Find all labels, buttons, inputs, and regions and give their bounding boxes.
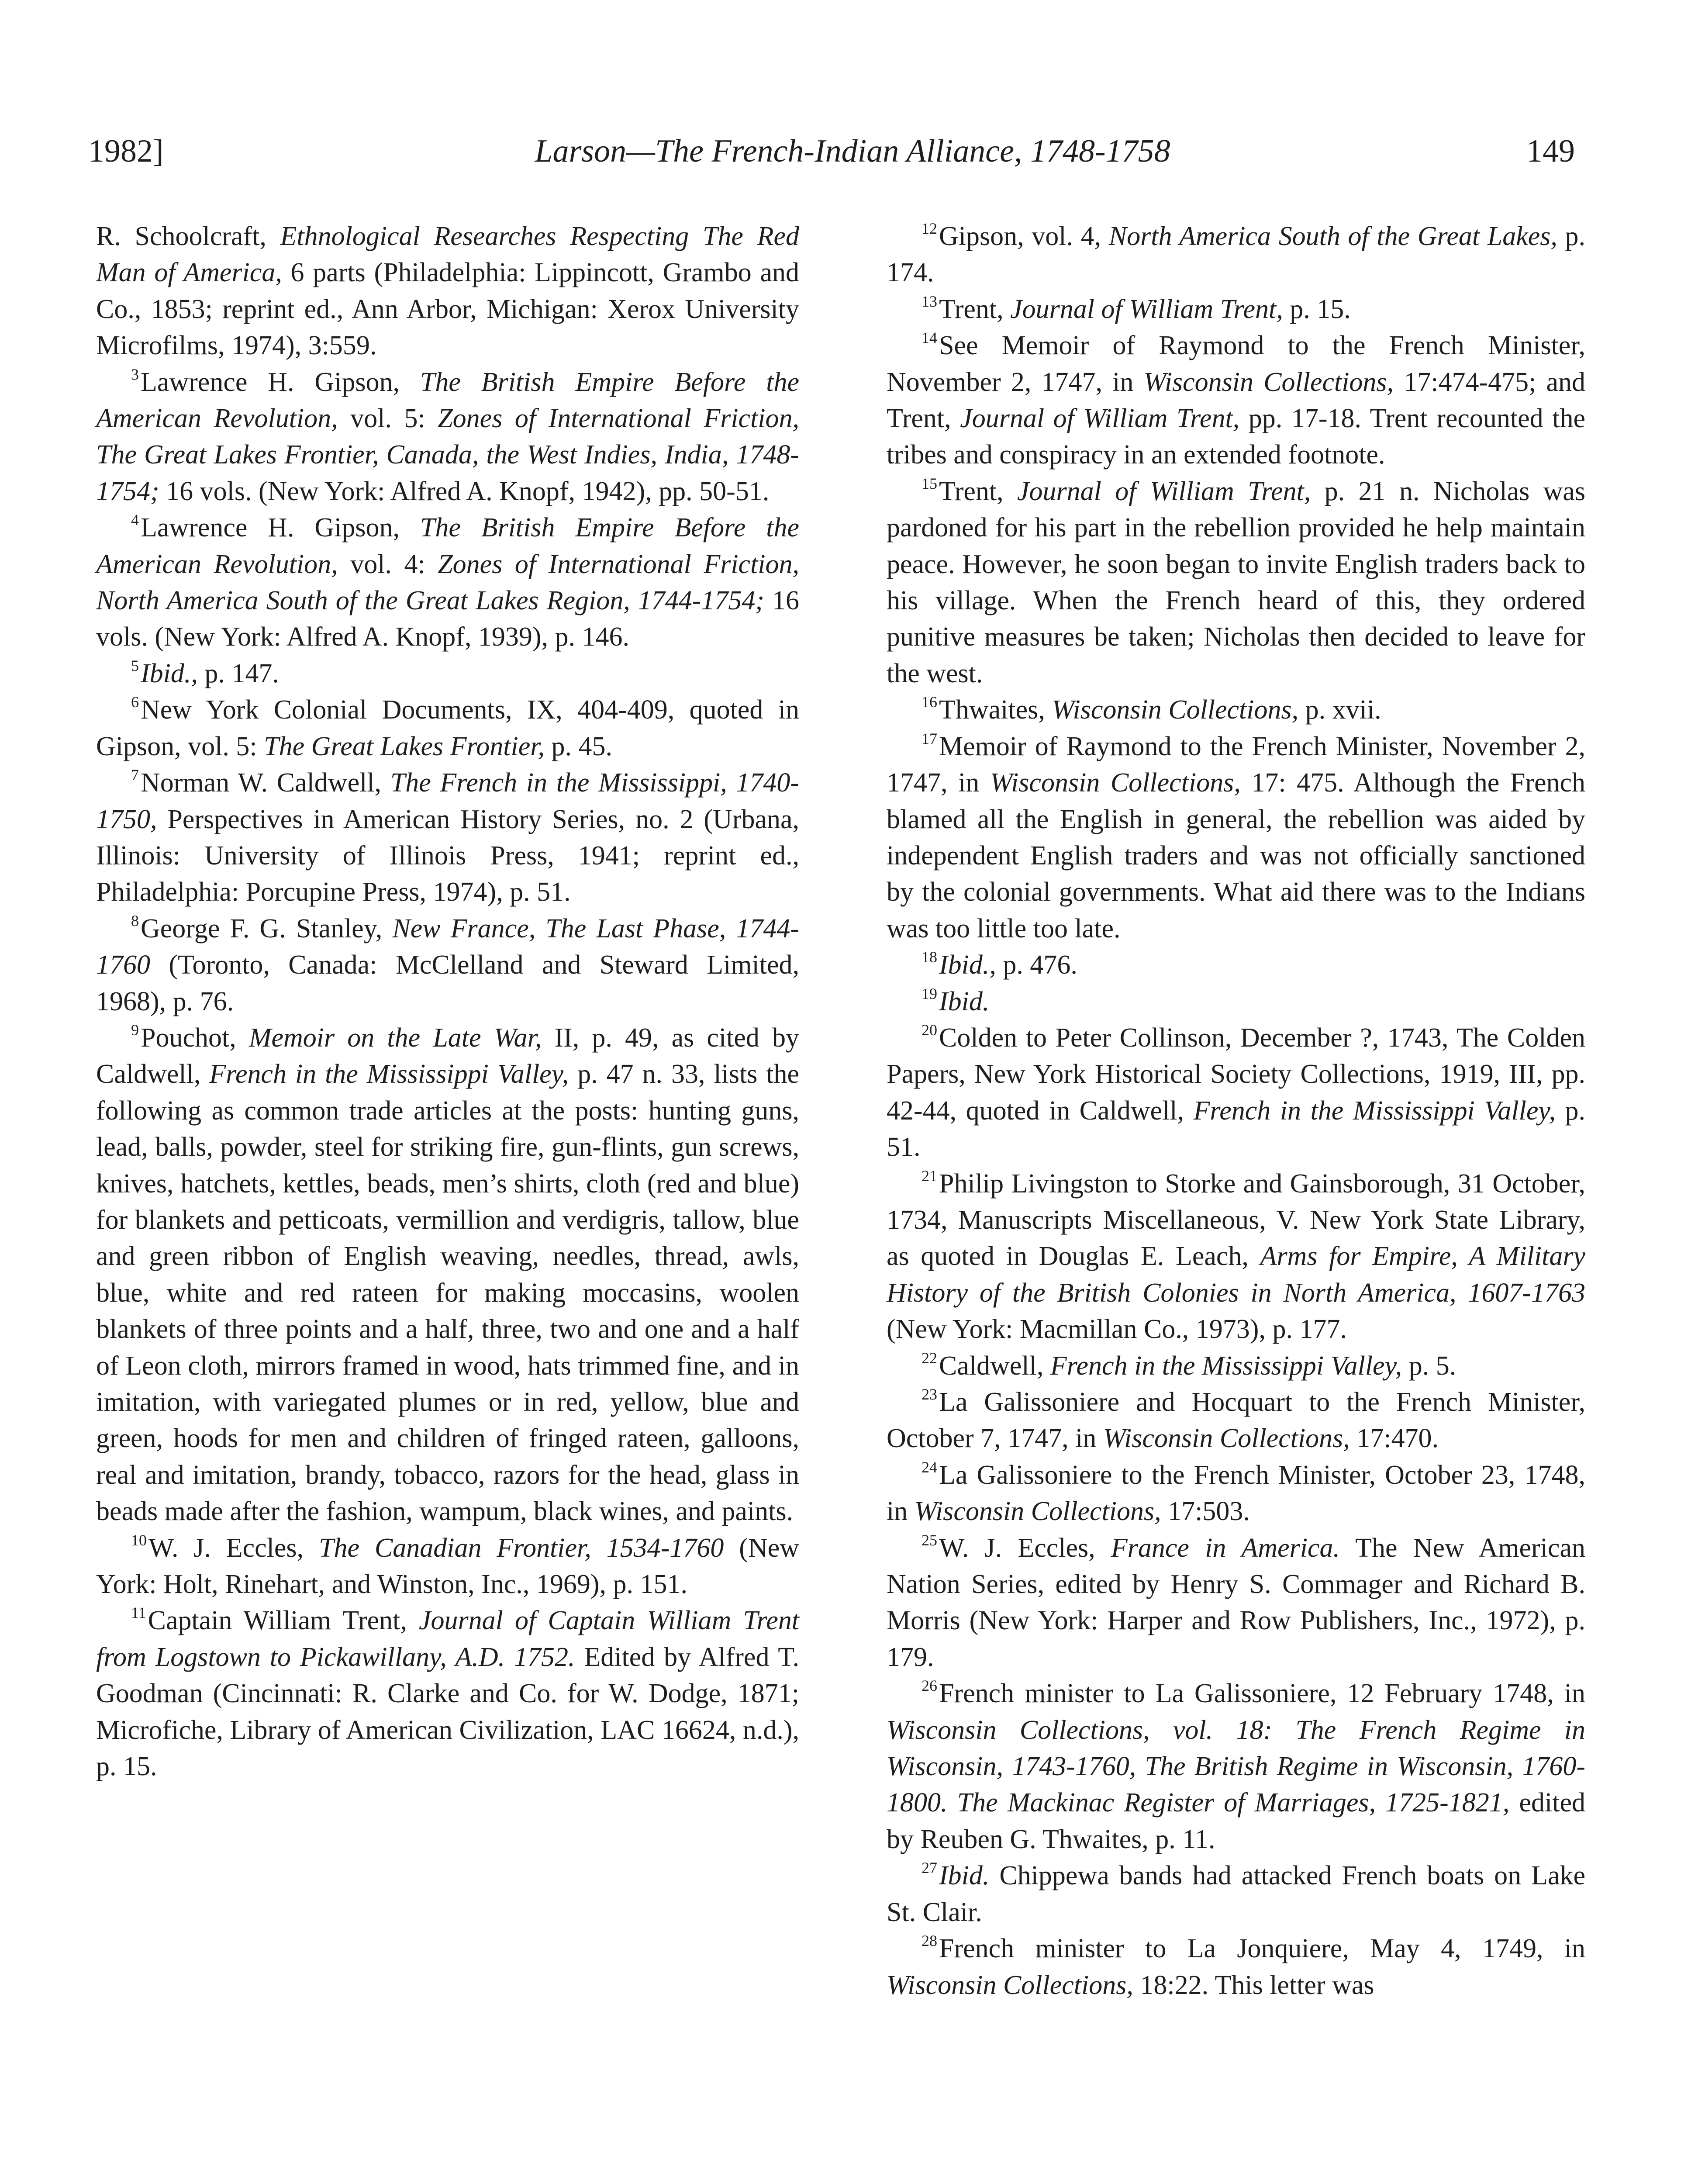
footnote-number: 9 [131,1021,139,1039]
footnote-22: $^{22}$Caldwell, French in the Mississippi Valley, p. 5. [922,1349,1456,1381]
footnote-number: 7 [131,766,139,784]
footnote-number: 25 [922,1531,937,1549]
footnote-26: $^{26}$French minister to La Galissoniere, 12 February 1748, in Wisconsin Collections, vol. 18: The French Regime in Wisconsin, 1743-1760, The British Regime in Wisconsin, 1760-1800. The Mackinac Register of Marriages, 1725-1821, edited by Reuben G. Thwaites, p. 11. [887,1677,1585,1854]
footnotes-left-column [96,218,799,1785]
footnote-11: $^{11}$Captain William Trent, Journal of Captain William Trent from Logstown to Pickawillany, A.D. 1752. Edited by Alfred T. Goodman (Cincinnati: R. Clarke and Co. for W. Dodge, 1871; Microfiche, Library of American Civilization, LAC 16624, n.d.), p. 15. [96,1604,800,1782]
footnote-12: $^{12}$Gipson, vol. 4, North America South of the Great Lakes, p. 174. [887,220,1586,288]
footnote-21: $^{21}$Philip Livingston to Storke and Gainsborough, 31 October, 1734, Manuscripts Miscellaneous, V. New York State Library, as quoted in Douglas E. Leach, Arms for Empire, A Military History of the British Colonies in North America, 1607-1763 (New York: Macmillan Co., 1973), p. 177. [887,1167,1585,1344]
footnote-number: 18 [922,948,937,966]
footnote-4: $^4$Lawrence H. Gipson, The British Empire Before the American Revolution, vol. 4: Zones of International Friction, North America South of the Great Lakes Region, 1744-1754; 16 vols. (New York: Alfred A. Knopf, 1939), p. 146. [96,511,800,652]
footnote-number: 17 [922,729,937,747]
footnote-number: 3 [131,365,139,383]
footnote-number: 4 [131,511,139,529]
footnote-20: $^{20}$Colden to Peter Collinson, December ?, 1743, The Colden Papers, New York Historical Society Collections, 1919, III, pp. 42-44, quoted in Caldwell, French in the Mississippi Valley, p. 51. [887,1021,1586,1162]
footnote-number: 19 [922,985,937,1002]
footnote-13: $^{13}$Trent, Journal of William Trent, p. 15. [922,292,1351,324]
footnote-number: 22 [922,1349,937,1367]
footnote-number: 28 [922,1932,937,1950]
footnote-number: 8 [131,912,139,930]
footnote-6: $^6$New York Colonial Documents, IX, 404-409, quoted in Gipson, vol. 5: The Great Lakes Frontier, p. 45. [96,693,799,761]
footnote-number: 27 [922,1859,937,1877]
footnote-25: $^{25}$W. J. Eccles, France in America. The New American Nation Series, edited by Henry S. Commager and Richard B. Morris (New York: Harper and Row Publishers, Inc., 1972), p. 179. [887,1531,1585,1672]
footnote-number: 6 [131,693,139,711]
footnote-number: 16 [922,693,937,711]
footnote-7: $^7$Norman W. Caldwell, The French in the Mississippi, 1740-1750, Perspectives in American History Series, no. 2 (Urbana, Illinois: University of Illinois Press, 1941; reprint ed., Philadelphia: Porcupine Press, 1974), p. 51. [96,766,800,907]
footnote-15: $^{15}$Trent, Journal of William Trent, p. 21 n. Nicholas was pardoned for his part in the rebellion provided he help maintain peace. However, he soon began to invite English traders back to his village. When the French heard of this, they ordered punitive measures be taken; Nicholas then decided to leave for the west. [887,474,1586,688]
header-year: 1982] [88,133,164,169]
footnote-number: 23 [922,1386,937,1403]
footnote-number: 15 [922,474,937,492]
footnote-10: $^{10}$W. J. Eccles, The Canadian Frontier, 1534-1760 (New York: Holt, Rinehart, and Winston, Inc., 1969), p. 151. [96,1531,800,1600]
footnote-number: 21 [922,1167,937,1185]
footnote-28: $^{28}$French minister to La Jonquiere, May 4, 1749, in Wisconsin Collections, 18:22. This letter was [887,1932,1585,2000]
footnote-24: $^{24}$La Galissoniere to the French Minister, October 23, 1748, in Wisconsin Collections, 17:503. [887,1458,1585,1527]
footnote-27: $^{27}$Ibid. Chippewa bands had attacked French boats on Lake St. Clair. [887,1859,1585,1927]
footnote-23: $^{23}$La Galissoniere and Hocquart to the French Minister, October 7, 1747, in Wisconsin Collections, 17:470. [887,1386,1585,1454]
footnote-number: 11 [131,1604,146,1622]
footnote-number: 14 [922,329,937,347]
footnote-16: $^{16}$Thwaites, Wisconsin Collections, p. xvii. [922,693,1381,725]
footnote-number: 10 [131,1531,147,1549]
footnote-3: $^3$Lawrence H. Gipson, The British Empire Before the American Revolution, vol. 5: Zones of International Friction, The Great Lakes Frontier, Canada, the West Indies, India, 1748-1754; 16 vols. (New York: Alfred A. Knopf, 1942), pp. 50-51. [96,365,800,506]
footnote-number: 26 [922,1677,937,1695]
footnote-number: 12 [922,220,937,237]
footnote-5: $^5$Ibid., p. 147. [131,657,279,688]
footnote-17: $^{17}$Memoir of Raymond to the French Minister, November 2, 1747, in Wisconsin Collections, 17: 475. Although the French blamed all the English in general, the rebellion was aided by independent English traders and was not officially sanctioned by the colonial governments. What aid there was to the Indians was too little too late. [887,729,1586,943]
footnote-2-continued: R. Schoolcraft, Ethnological Researches Respecting The Red Man of America, 6 parts (Philadelphia: Lippincott, Grambo and Co., 1853; reprint ed., Ann Arbor, Michigan: Xerox University Microfilms, 1974), 3:559. [96,221,800,361]
running-header [0,133,1705,181]
footnote-9: $^9$Pouchot, Memoir on the Late War, II, p. 49, as cited by Caldwell, French in the Mississippi Valley, p. 47 n. 33, lists the following as common trade articles at the posts: hunting guns, lead, balls, powder, steel for striking fire, gun-flints, gun screws, knives, hatchets, kettles, beads, men’s shirts, cloth (red and blue) for blankets and petticoats, vermillion and verdigris, tallow, blue and green ribbon of English weaving, needles, thread, awls, blue, white and red rateen for making moccasins, woolen blankets of three points and a half, three, two and one and a half of Leon cloth, mirrors framed in wood, hats trimmed fine, and in imitation, with variegated plumes or in red, yellow, blue and green, hoods for men and children of fringed rateen, galloons, real and imitation, brandy, tobacco, razors for the head, glass in beads made after the fashion, wampum, black wines, and paints. [96,1021,799,1527]
footnote-number: 13 [922,292,937,310]
footnote-number: 24 [922,1458,937,1476]
page-number: 149 [1526,133,1575,169]
footnote-8: $^8$George F. G. Stanley, New France, The Last Phase, 1744-1760 (Toronto, Canada: McClelland and Steward Limited, 1968), p. 76. [96,912,800,1016]
footnote-number: 20 [922,1021,937,1039]
footnote-19: $^{19}$Ibid. [922,985,990,1016]
footnote-18: $^{18}$Ibid., p. 476. [922,948,1077,980]
footnote-number: 5 [131,657,139,674]
running-title: Larson—The French-Indian Alliance, 1748-1758 [535,133,1170,169]
footnote-14: $^{14}$See Memoir of Raymond to the French Minister, November 2, 1747, in Wisconsin Collections, 17:474-475; and Trent, Journal of William Trent, pp. 17-18. Trent recounted the tribes and conspiracy in an extended footnote. [887,329,1585,470]
footnotes-right-column [887,218,1585,2004]
